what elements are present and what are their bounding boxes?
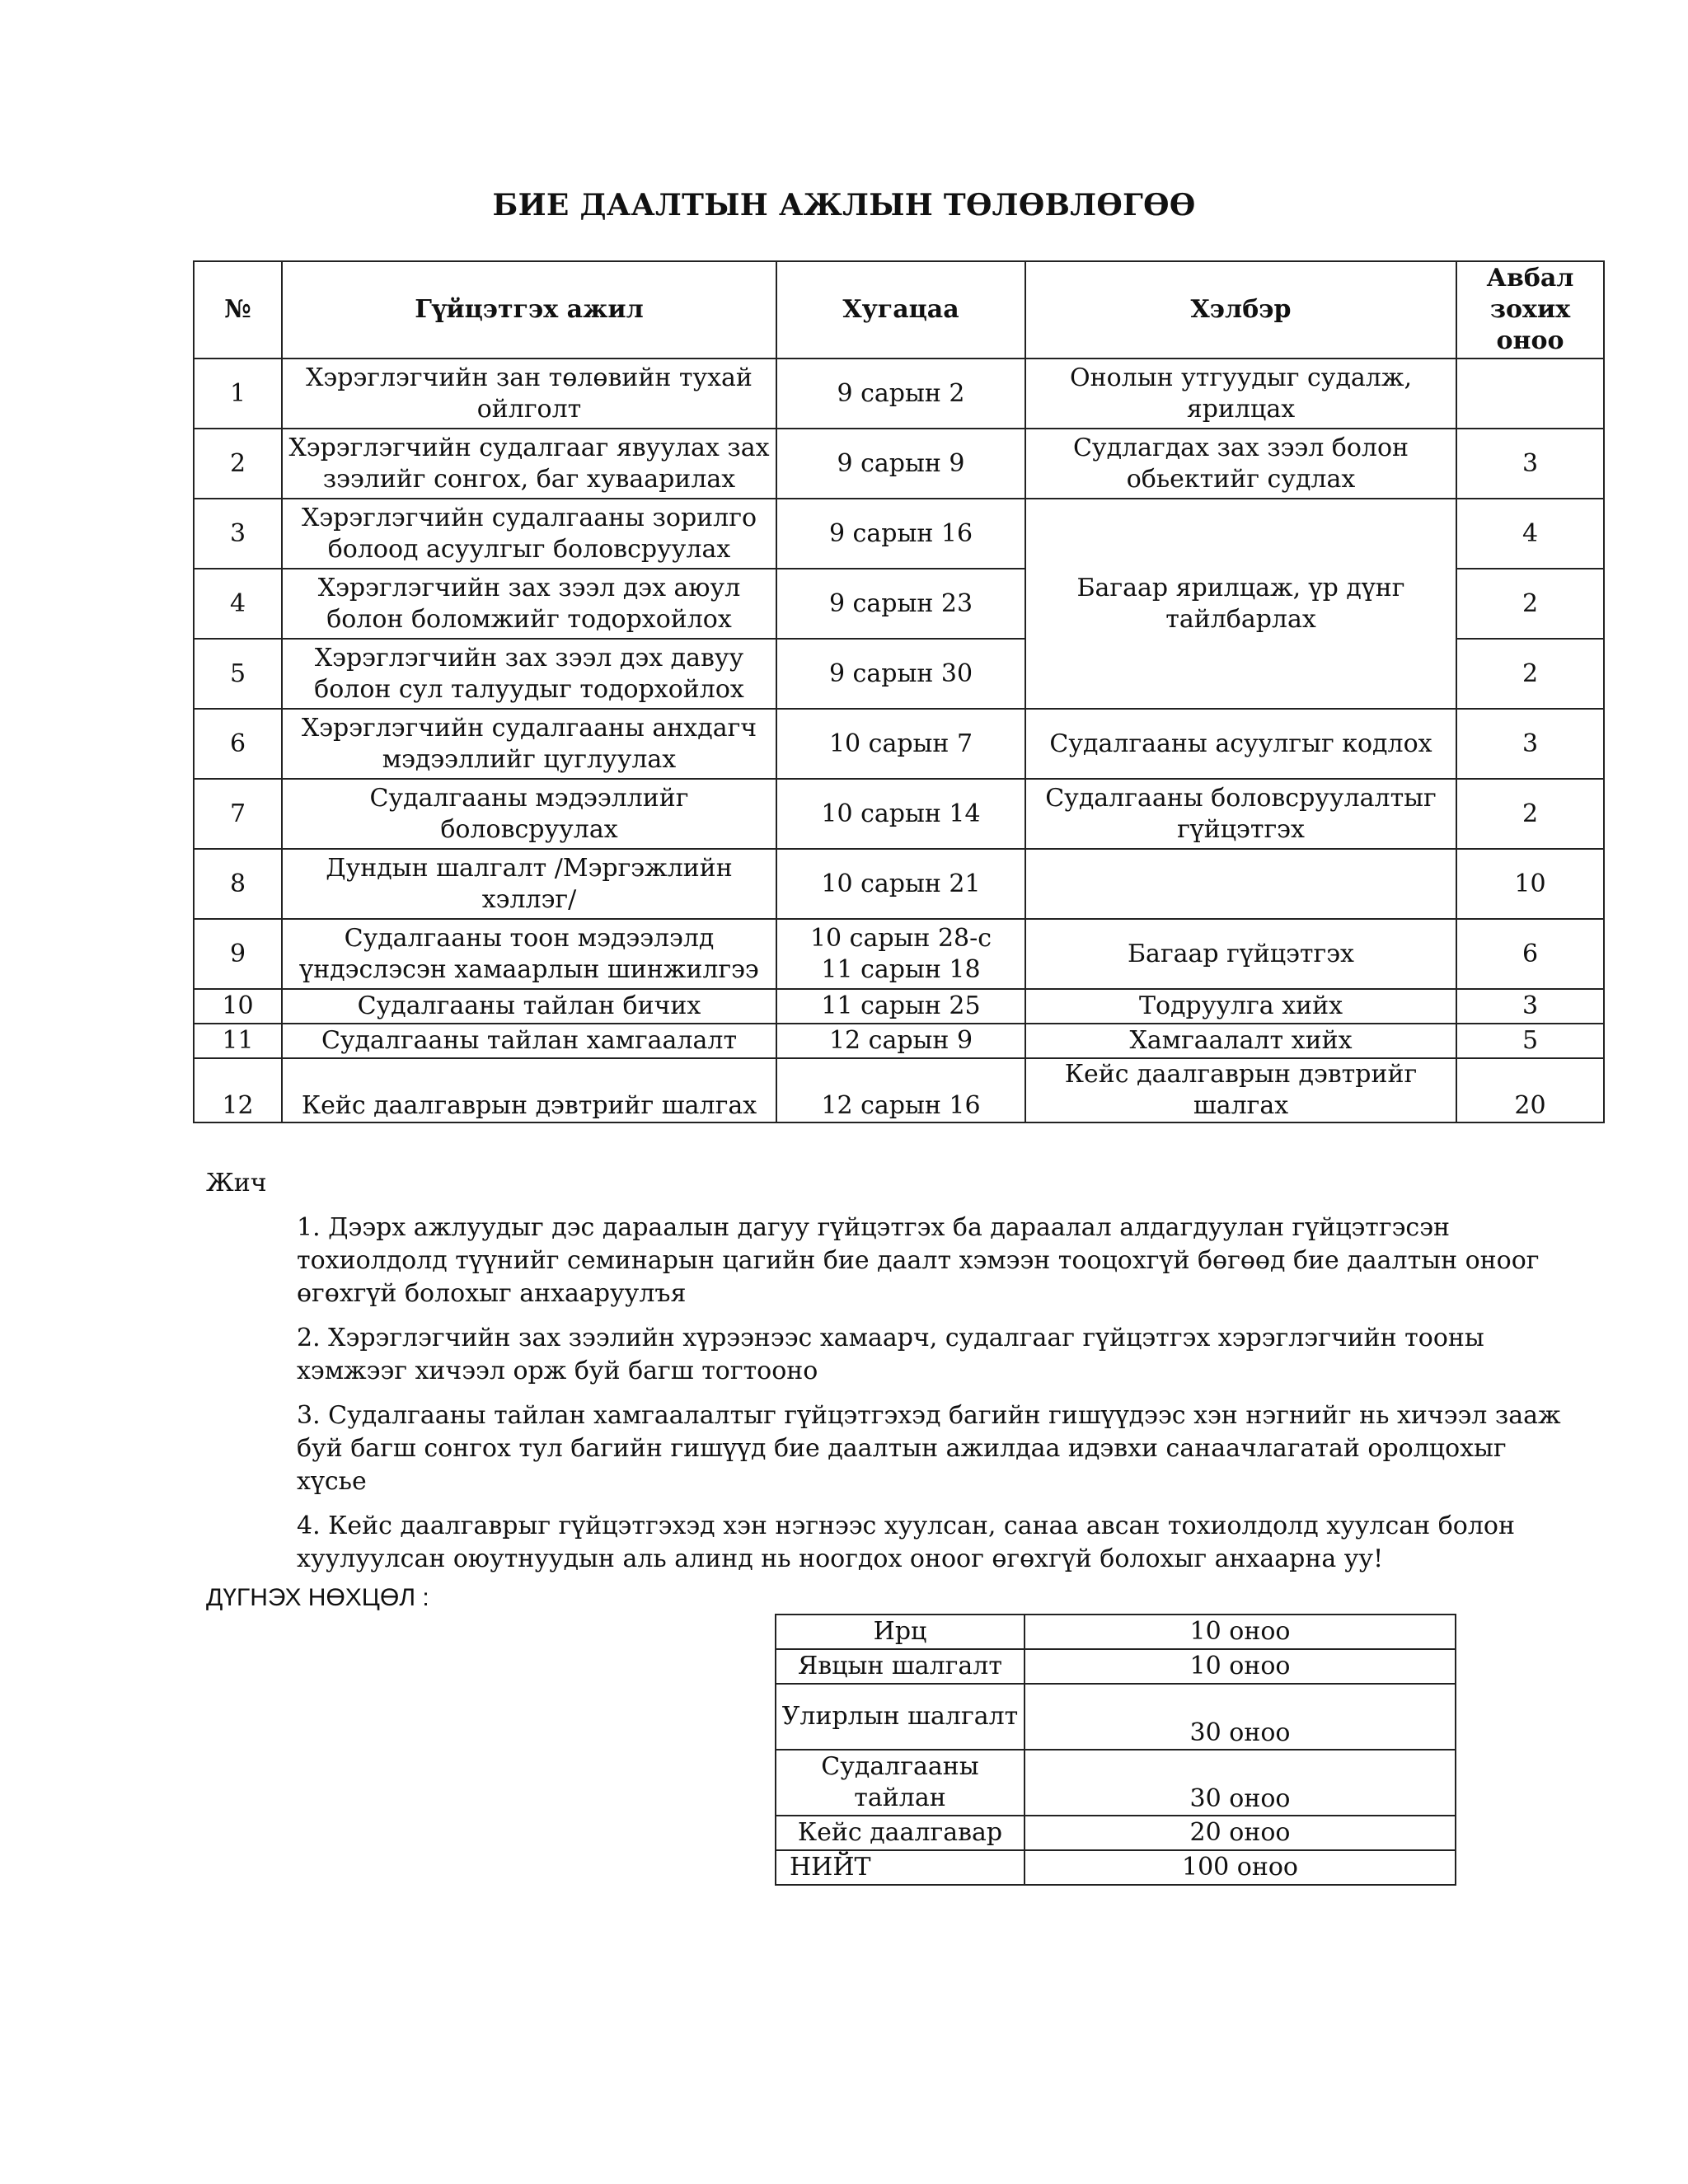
row-number: 5 <box>194 639 282 709</box>
row-form: Хамгаалалт хийх <box>1025 1024 1456 1058</box>
row-form: Судалгааны боловсруулалтыг гүйцэтгэх <box>1025 779 1456 849</box>
row-number: 12 <box>194 1058 282 1122</box>
evaluation-value: 30 оноо <box>1025 1750 1456 1816</box>
row-deadline: 12 сарын 16 <box>776 1058 1025 1122</box>
row-number: 11 <box>194 1024 282 1058</box>
row-deadline: 9 сарын 2 <box>776 359 1025 429</box>
evaluation-row <box>776 1615 1456 1649</box>
table-header-row <box>194 261 1604 359</box>
row-deadline: 10 сарын 21 <box>776 849 1025 919</box>
table-row <box>194 989 1604 1024</box>
row-points: 2 <box>1456 569 1604 639</box>
row-number: 4 <box>194 569 282 639</box>
row-task: Хэрэглэгчийн зах зээл дэх давуу болон сул талуудыг тодорхойлох <box>282 639 776 709</box>
header-form: Хэлбэр <box>1025 261 1456 359</box>
row-task: Судалгааны тоон мэдээлэлд үндэслэсэн хамаарлын шинжилгээ <box>282 919 776 989</box>
row-form: Судлагдах зах зээл болон обьектийг судлах <box>1025 429 1456 499</box>
row-points <box>1456 359 1604 429</box>
evaluation-row <box>776 1649 1456 1684</box>
evaluation-total-row <box>776 1850 1456 1885</box>
table-row <box>194 359 1604 429</box>
row-task: Дундын шалгалт /Мэргэжлийн хэллэг/ <box>282 849 776 919</box>
row-points: 6 <box>1456 919 1604 989</box>
evaluation-row <box>776 1684 1456 1750</box>
table-row <box>194 709 1604 779</box>
row-deadline: 10 сарын 7 <box>776 709 1025 779</box>
row-task: Хэрэглэгчийн зах зээл дэх аюул болон боломжийг тодорхойлох <box>282 569 776 639</box>
evaluation-value: 10 оноо <box>1025 1649 1456 1684</box>
evaluation-value: 10 оноо <box>1025 1615 1456 1649</box>
row-task: Судалгааны мэдээллийг боловсруулах <box>282 779 776 849</box>
row-number: 7 <box>194 779 282 849</box>
evaluation-label: Улирлын шалгалт <box>776 1684 1025 1750</box>
evaluation-value: 30 оноо <box>1025 1684 1456 1750</box>
row-points: 10 <box>1456 849 1604 919</box>
row-task: Кейс даалгаврын дэвтрийг шалгах <box>282 1058 776 1122</box>
row-deadline: 9 сарын 16 <box>776 499 1025 569</box>
evaluation-label: Кейс даалгавар <box>776 1816 1025 1850</box>
table-row <box>194 849 1604 919</box>
row-deadline: 9 сарын 23 <box>776 569 1025 639</box>
note-item: 3. Судалгааны тайлан хамгаалалтыг гүйцэтгэхэд багийн гишүүдээс хэн нэгнийг нь хичээл зааж буй багш сонгох тул багийн гишүүд бие даалтын ажилдаа идэвхи санаачлагатай оролцохыг хүсье <box>297 1401 1561 1496</box>
evaluation-label: Судалгааны тайлан <box>776 1750 1025 1816</box>
row-deadline: 9 сарын 30 <box>776 639 1025 709</box>
row-deadline: 12 сарын 9 <box>776 1024 1025 1058</box>
row-task: Хэрэглэгчийн судалгааны анхдагч мэдээллийг цуглуулах <box>282 709 776 779</box>
row-points: 2 <box>1456 639 1604 709</box>
row-number: 1 <box>194 359 282 429</box>
table-row <box>194 1024 1604 1058</box>
note-item: 2. Хэрэглэгчийн зах зээлийн хүрээнээс хамаарч, судалгааг гүйцэтгэх хэрэглэгчийн тооны хэмжээг хичээл орж буй багш тогтооно <box>297 1324 1484 1385</box>
evaluation-row <box>776 1816 1456 1850</box>
note-item: 1. Дээрх ажлуудыг дэс дараалын дагуу гүйцэтгэх ба дараалал алдагдуулан гүйцэтгэсэн тохиолдолд түүнийг семинарын цагийн бие даалт хэмээн тооцохгүй бөгөөд бие даалтын оноог өгөхгүй болохыг анхааруулъя <box>297 1213 1540 1308</box>
row-number: 8 <box>194 849 282 919</box>
header-points: Авбал зохих оноо <box>1456 261 1604 359</box>
row-number: 2 <box>194 429 282 499</box>
row-deadline: 11 сарын 25 <box>776 989 1025 1024</box>
row-task: Судалгааны тайлан бичих <box>282 989 776 1024</box>
row-points: 2 <box>1456 779 1604 849</box>
note-item: 4. Кейс даалгаврыг гүйцэтгэхэд хэн нэгнээс хуулсан, санаа авсан тохиолдолд хуулсан болон хуулуулсан оюутнуудын аль алинд нь ноогдох оноог өгөхгүй болохыг анхаарна уу! <box>297 1511 1515 1573</box>
header-task: Гүйцэтгэх ажил <box>282 261 776 359</box>
row-form: Кейс даалгаврын дэвтрийг шалгах <box>1025 1058 1456 1122</box>
deadline-end: 11 сарын 18 <box>821 954 981 984</box>
notes-list <box>297 1212 1582 1587</box>
row-points: 20 <box>1456 1058 1604 1122</box>
evaluation-title: ДҮГНЭХ НӨХЦӨЛ : <box>206 1584 429 1611</box>
row-form-merged: Багаар ярилцаж, үр дүнг тайлбарлах <box>1025 499 1456 709</box>
evaluation-label: Ирц <box>776 1615 1025 1649</box>
evaluation-table <box>775 1614 1456 1886</box>
work-plan-table <box>193 260 1605 1123</box>
evaluation-value: 20 оноо <box>1025 1816 1456 1850</box>
evaluation-total-value: 100 оноо <box>1025 1850 1456 1885</box>
row-number: 9 <box>194 919 282 989</box>
row-deadline: 9 сарын 9 <box>776 429 1025 499</box>
page-title: БИЕ ДААЛТЫН АЖЛЫН ТӨЛӨВЛӨГӨӨ <box>492 188 1196 223</box>
deadline-start: 10 сарын 28-с <box>809 923 992 953</box>
row-number: 6 <box>194 709 282 779</box>
row-task: Хэрэглэгчийн судалгааны зорилго болоод асуулгыг боловсруулах <box>282 499 776 569</box>
notes-title: Жич <box>206 1169 267 1197</box>
row-task: Хэрэглэгчийн зан төлөвийн тухай ойлголт <box>282 359 776 429</box>
evaluation-label: Явцын шалгалт <box>776 1649 1025 1684</box>
row-form: Багаар гүйцэтгэх <box>1025 919 1456 989</box>
row-points: 4 <box>1456 499 1604 569</box>
row-deadline <box>776 919 1025 989</box>
row-task: Судалгааны тайлан хамгаалалт <box>282 1024 776 1058</box>
evaluation-total-label: НИЙТ <box>776 1850 1025 1885</box>
row-points: 5 <box>1456 1024 1604 1058</box>
row-points: 3 <box>1456 709 1604 779</box>
row-form: Онолын утгуудыг судалж, ярилцах <box>1025 359 1456 429</box>
row-number: 3 <box>194 499 282 569</box>
header-deadline: Хугацаа <box>776 261 1025 359</box>
row-form: Судалгааны асуулгыг кодлох <box>1025 709 1456 779</box>
table-row <box>194 499 1604 569</box>
row-points: 3 <box>1456 989 1604 1024</box>
row-task: Хэрэглэгчийн судалгааг явуулах зах зээлийг сонгох, баг хуваарилах <box>282 429 776 499</box>
row-deadline: 10 сарын 14 <box>776 779 1025 849</box>
table-row <box>194 429 1604 499</box>
table-row <box>194 919 1604 989</box>
evaluation-row <box>776 1750 1456 1816</box>
row-number: 10 <box>194 989 282 1024</box>
row-form: Тодруулга хийх <box>1025 989 1456 1024</box>
row-points: 3 <box>1456 429 1604 499</box>
table-row <box>194 1058 1604 1122</box>
header-number: № <box>194 261 282 359</box>
row-form <box>1025 849 1456 919</box>
table-row <box>194 779 1604 849</box>
